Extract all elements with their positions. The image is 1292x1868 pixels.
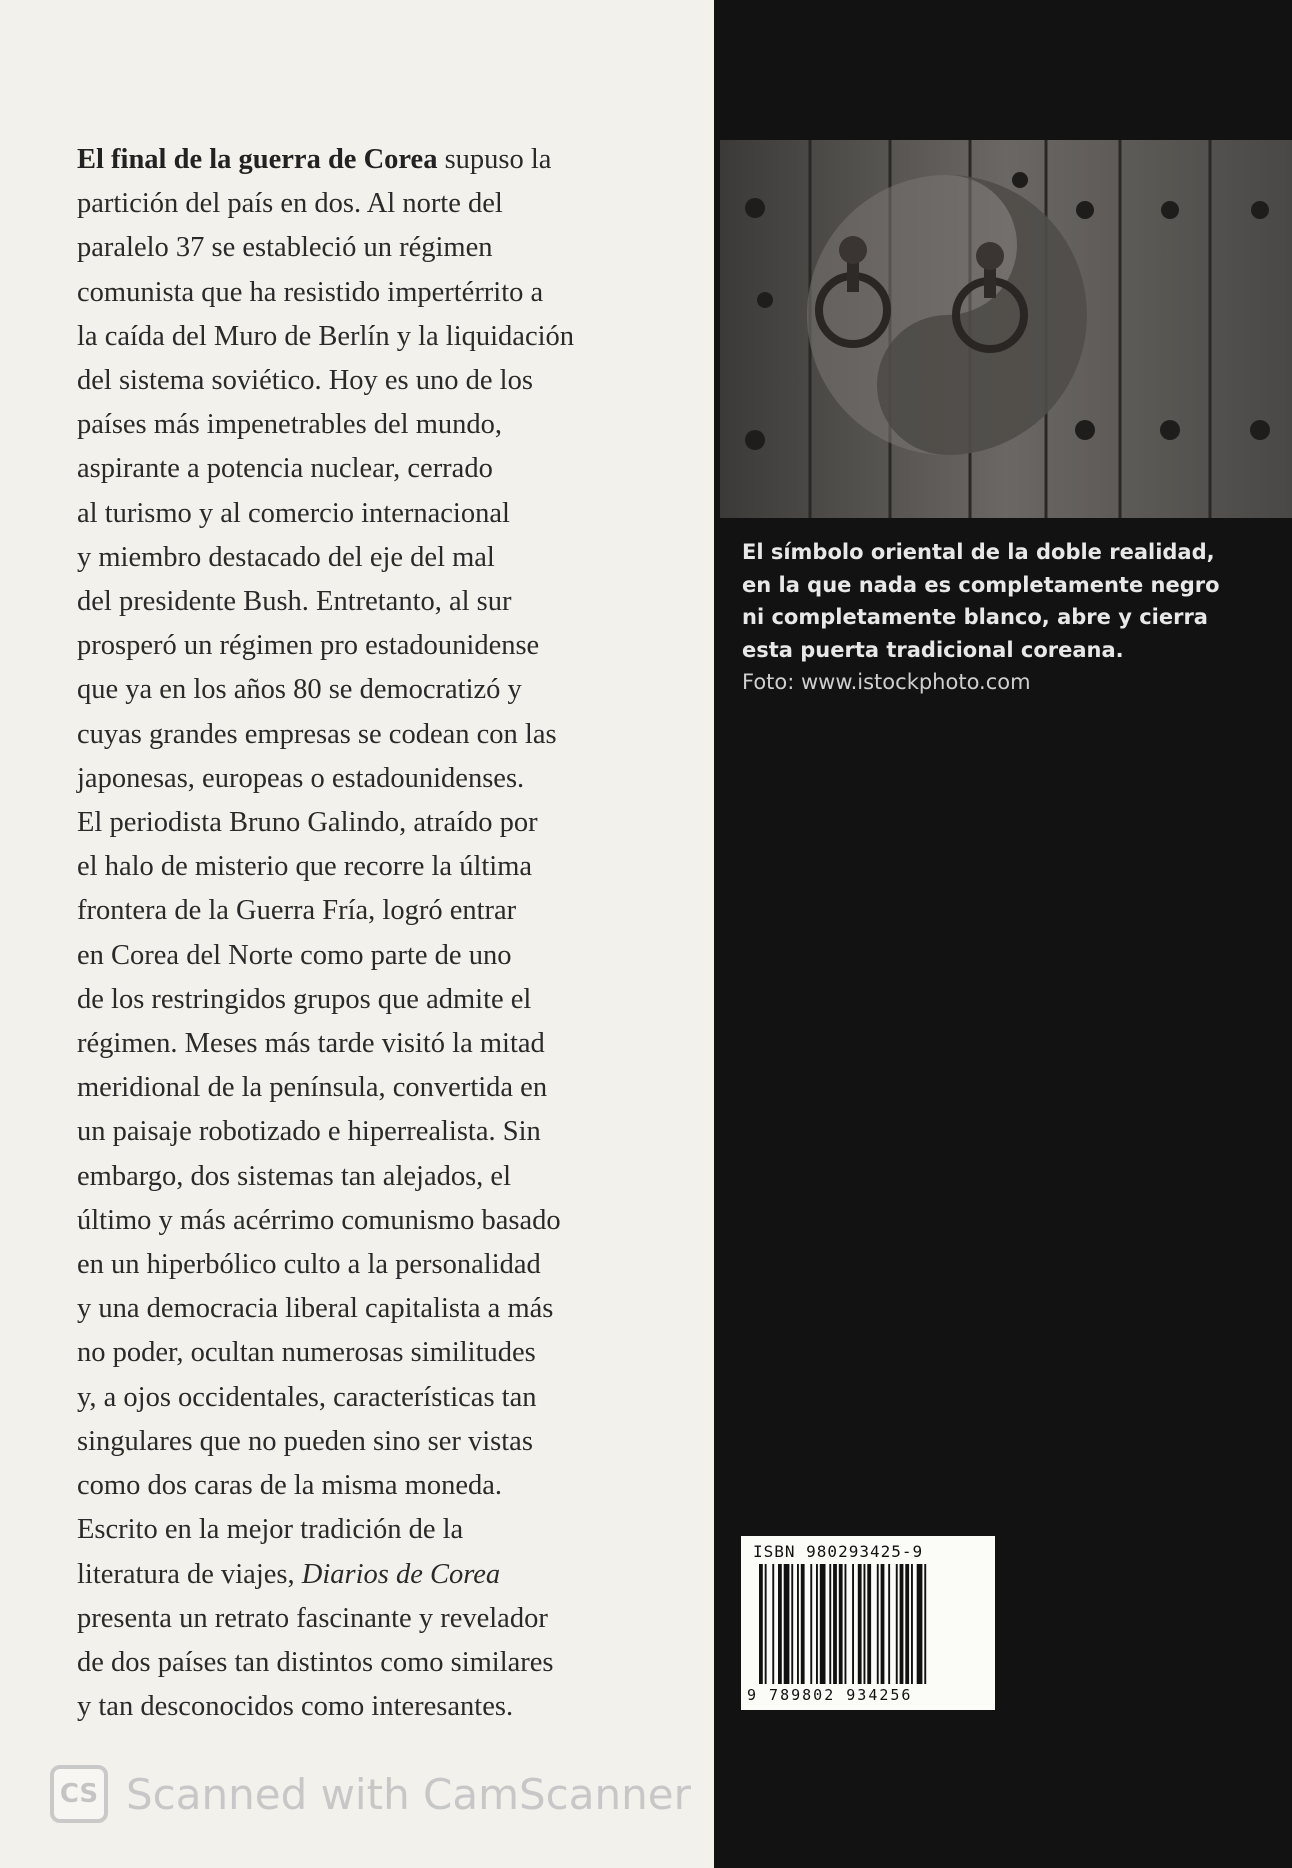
barcode-bar	[911, 1564, 913, 1684]
barcode-bar	[784, 1564, 790, 1684]
barcode-bar	[900, 1564, 904, 1684]
barcode-bar	[810, 1564, 812, 1684]
barcode-bar	[888, 1564, 890, 1684]
blurb-line-27: no poder, ocultan numerosas similitudes	[77, 1337, 536, 1369]
blurb-line-11: prosperó un régimen pro estadounidense	[77, 630, 540, 662]
barcode-bar	[839, 1564, 843, 1684]
blurb-line-1: El final de la guerra de Corea supuso la	[77, 144, 552, 175]
blurb-body	[77, 182, 677, 1552]
blurb-line-9: y miembro destacado del eje del mal	[77, 541, 495, 573]
blurb-line-22: un paisaje robotizado e hiperrealista. Sin	[77, 1116, 541, 1148]
camscanner-logo: CS	[50, 1765, 108, 1823]
blurb-line-20: régimen. Meses más tarde visitó la mitad	[77, 1028, 545, 1060]
photo-caption	[742, 536, 1262, 666]
blurb-line-24: último y más acérrimo comunismo basado	[77, 1204, 561, 1236]
blurb-line-15: El periodista Bruno Galindo, atraído por	[77, 807, 538, 839]
barcode-bar	[877, 1564, 879, 1684]
blurb-line-6: países más impenetrables del mundo,	[77, 409, 503, 441]
blurb-line-10: del presidente Bush. Entretanto, al sur	[77, 586, 512, 618]
blurb-line-18: en Corea del Norte como parte de uno	[77, 939, 512, 971]
caption-line-1: El símbolo oriental de la doble realidad,	[742, 540, 1215, 564]
barcode-bar	[905, 1564, 909, 1684]
photo-credit: Foto: www.istockphoto.com	[742, 670, 1031, 694]
barcode-bars	[759, 1564, 979, 1684]
barcode-bar	[829, 1564, 831, 1684]
blurb-line-30: como dos caras de la misma moneda.	[77, 1470, 502, 1502]
barcode-bar	[867, 1564, 871, 1684]
blurb-line-17: frontera de la Guerra Fría, logró entrar	[77, 895, 517, 927]
caption-line-4: esta puerta tradicional coreana.	[742, 637, 1124, 662]
barcode-bar	[924, 1564, 926, 1684]
blurb-line-25: en un hiperbólico culto a la personalidad	[77, 1249, 541, 1281]
ean-number: 9 789802 934256	[747, 1686, 913, 1704]
blurb-end-line-1: presenta un retrato fascinante y revelador	[77, 1602, 548, 1634]
blurb-line-12: que ya en los años 80 se democratizó y	[77, 674, 522, 706]
barcode-bar	[778, 1564, 782, 1684]
blurb-line-16: el halo de misterio que recorre la última	[77, 851, 533, 883]
blurb-line-8: al turismo y al comercio internacional	[77, 497, 510, 529]
barcode-bar	[881, 1564, 885, 1684]
barcode-bar	[852, 1564, 854, 1684]
book-title: Diarios de Corea	[301, 1558, 501, 1590]
blurb-line-21: meridional de la península, convertida en	[77, 1072, 548, 1104]
blurb-line-5: del sistema soviético. Hoy es uno de los	[77, 365, 533, 397]
book-blurb	[77, 138, 677, 1729]
camscanner-watermark	[50, 1764, 691, 1824]
isbn-number: ISBN 980293425-9	[753, 1542, 924, 1561]
watermark-text: Scanned with CamScanner	[126, 1769, 691, 1819]
blurb-line-title: literatura de viajes, Diarios de Corea	[77, 1558, 501, 1590]
isbn-barcode	[741, 1536, 995, 1710]
blurb-end-line-3: y tan desconocidos como interesantes.	[77, 1691, 514, 1723]
barcode-bar	[797, 1564, 799, 1684]
blurb-line-3: comunista que ha resistido impertérrito a	[77, 276, 544, 308]
blurb-line-7: aspirante a potencia nuclear, cerrado	[77, 453, 493, 485]
blurb-line-28: y, a ojos occidentales, características tan	[77, 1381, 537, 1413]
door-photo	[720, 140, 1292, 518]
blurb-line-4: la caída del Muro de Berlín y la liquidación	[77, 320, 575, 352]
blurb-line-23: embargo, dos sistemas tan alejados, el	[77, 1160, 511, 1192]
blurb-line-31: Escrito en la mejor tradición de la	[77, 1514, 464, 1546]
barcode-bar	[917, 1564, 923, 1684]
barcode-bar	[845, 1564, 847, 1684]
barcode-bar	[858, 1564, 862, 1684]
caption-line-2: en la que nada es completamente negro	[742, 572, 1220, 597]
blurb-line-26: y una democracia liberal capitalista a más	[77, 1293, 554, 1325]
door-knockers-image	[720, 140, 1292, 518]
barcode-bar	[864, 1564, 866, 1684]
barcode-bar	[820, 1564, 826, 1684]
barcode-bar	[833, 1564, 837, 1684]
blurb-line-19: de los restringidos grupos que admite el	[77, 983, 532, 1015]
barcode-bar	[772, 1564, 774, 1684]
blurb-line-13: cuyas grandes empresas se codean con las	[77, 718, 557, 750]
blurb-line-1: partición del país en dos. Al norte del	[77, 188, 503, 220]
barcode-bar	[791, 1564, 793, 1684]
barcode-bar	[816, 1564, 818, 1684]
barcode-bar	[801, 1564, 805, 1684]
caption-line-3: ni completamente blanco, abre y cierra	[742, 605, 1208, 629]
barcode-bar	[765, 1564, 767, 1684]
blurb-line-14: japonesas, europeas o estadounidenses.	[77, 762, 525, 794]
barcode-bar	[896, 1564, 898, 1684]
blurb-line-2: paralelo 37 se estableció un régimen	[77, 232, 493, 264]
blurb-end-line-2: de dos países tan distintos como similares	[77, 1646, 554, 1678]
blurb-ending	[77, 1597, 677, 1730]
blurb-lead: El final de la guerra de Corea	[77, 144, 438, 175]
blurb-line-29: singulares que no pueden sino ser vistas	[77, 1425, 533, 1457]
barcode-bar	[759, 1564, 763, 1684]
